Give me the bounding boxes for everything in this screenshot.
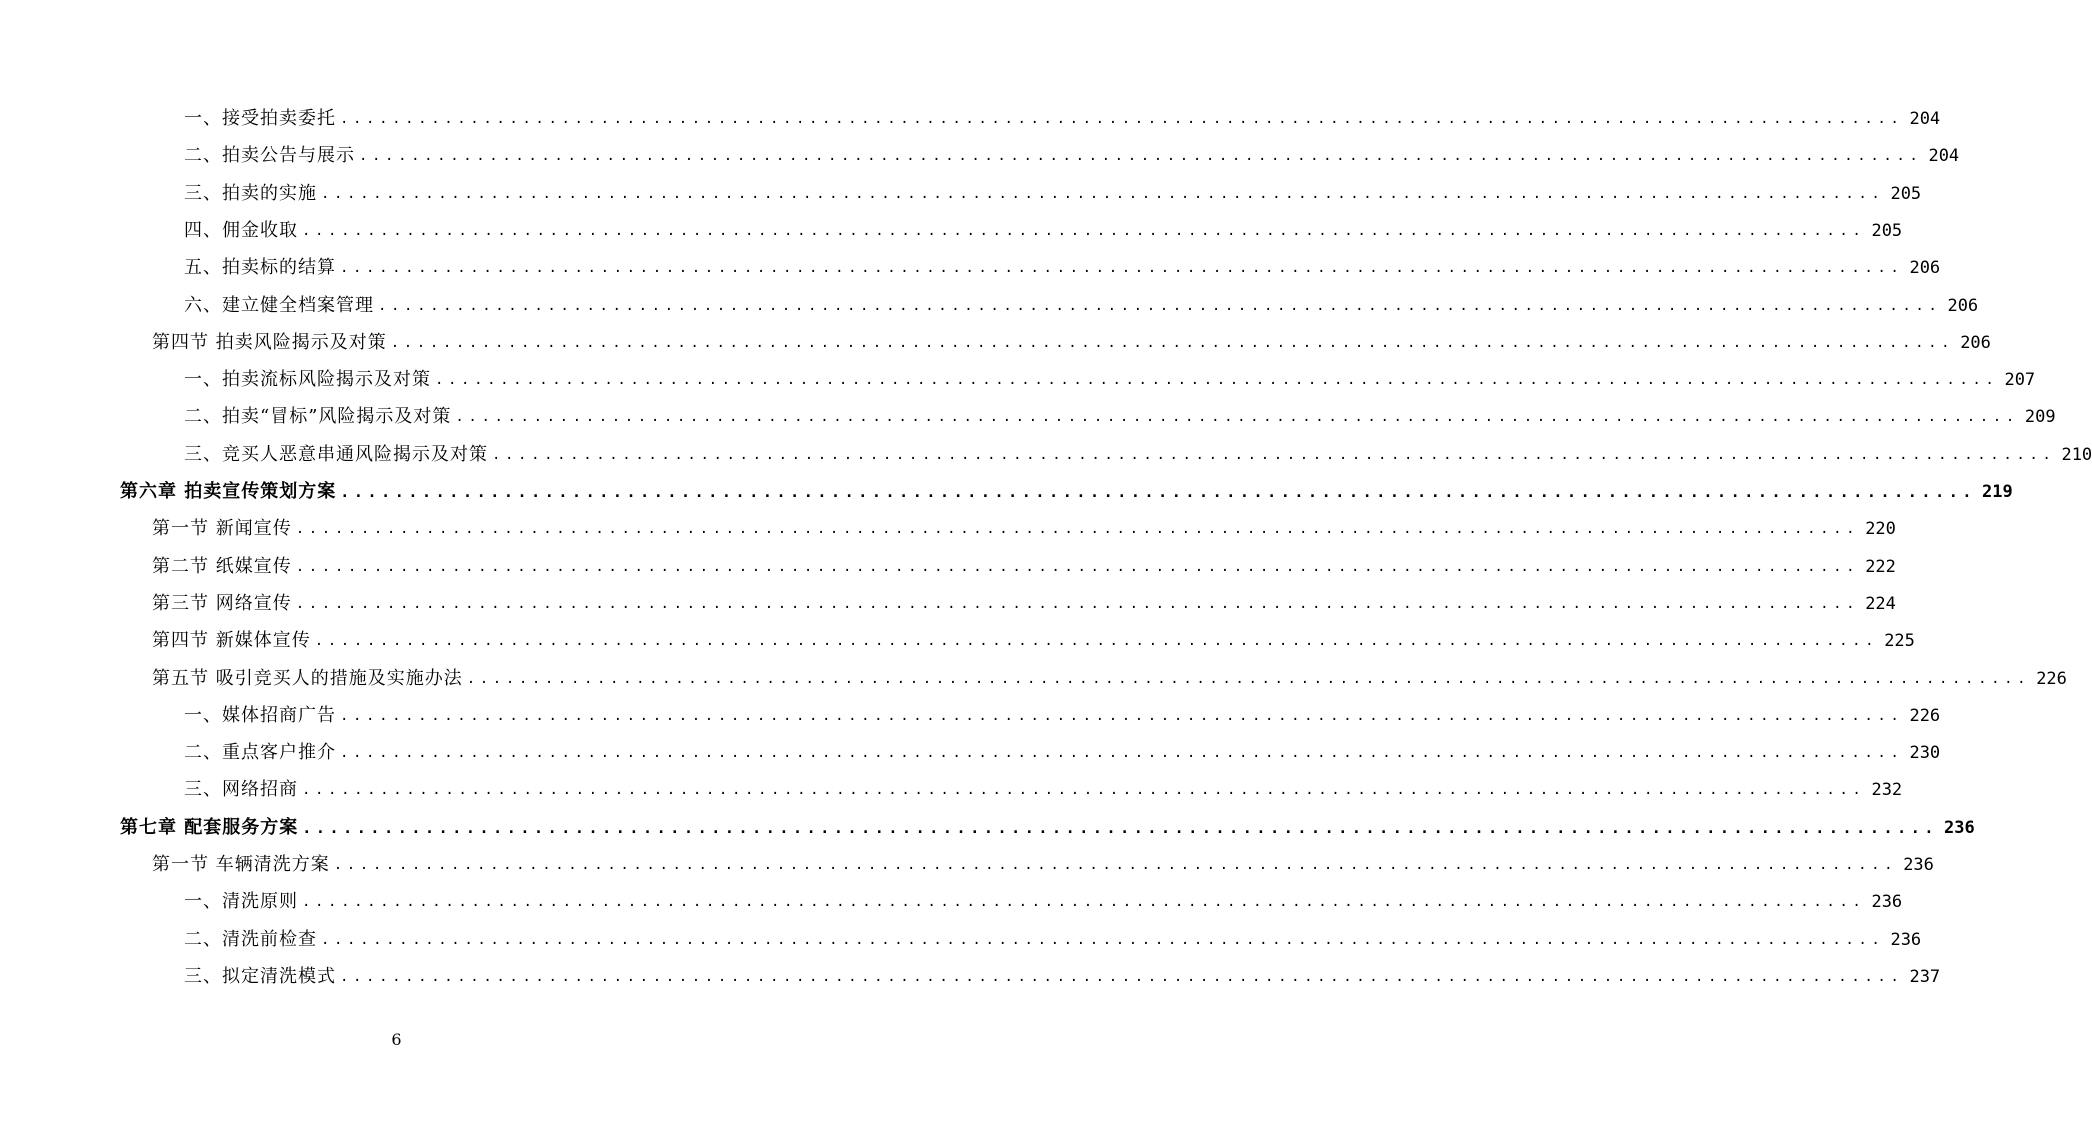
toc-entry-title: 第五节 吸引竞买人的措施及实施办法 <box>152 668 463 689</box>
toc-entry[interactable] <box>184 216 1903 246</box>
toc-entry-page: 236 <box>1890 930 1922 950</box>
page-number: 6 <box>391 1030 402 1049</box>
toc-dot-leader: ........................................................................................................................ <box>340 111 1904 127</box>
toc-entry-page: 236 <box>1943 818 1975 838</box>
toc-entry-page: 204 <box>1909 109 1941 129</box>
toc-entry[interactable] <box>152 626 1915 656</box>
toc-dot-leader: ........................................................................................................................ <box>340 969 1904 985</box>
toc-entry-page: 205 <box>1890 184 1922 204</box>
toc-entry-page: 224 <box>1865 594 1896 614</box>
toc-entry[interactable] <box>184 887 1903 917</box>
toc-entry[interactable] <box>120 813 1975 843</box>
toc-entry-title: 三、拟定清洗模式 <box>184 966 336 987</box>
toc-entry-title: 第三节 网络宣传 <box>152 593 292 614</box>
toc-entry-title: 一、清洗原则 <box>184 891 298 912</box>
toc-entry[interactable] <box>184 104 1941 134</box>
toc-dot-leader: ........................................................................................................................ <box>378 298 1942 314</box>
toc-entry-page: 237 <box>1909 967 1941 987</box>
toc-dot-leader: ........................................................................................................................ <box>295 559 1860 575</box>
toc-dot-leader: ........................................................................................................................ <box>340 708 1904 724</box>
toc-dot-leader: ........................................................................................................................ <box>302 819 1938 837</box>
toc-entry[interactable] <box>184 179 1922 209</box>
toc-entry-page: 205 <box>1871 221 1903 241</box>
toc-dot-leader: ........................................................................................................................ <box>333 857 1898 873</box>
toc-dot-leader: ........................................................................................................................ <box>321 932 1885 948</box>
toc-dot-leader: ........................................................................................................................ <box>455 409 2019 425</box>
toc-entry-title: 二、清洗前检查 <box>184 929 317 950</box>
toc-dot-leader: ........................................................................................................................ <box>302 894 1866 910</box>
toc-entry-title: 三、竞买人恶意串通风险揭示及对策 <box>184 444 488 465</box>
toc-entry-title: 二、重点客户推介 <box>184 742 336 763</box>
toc-entry-title: 第一节 新闻宣传 <box>152 518 292 539</box>
toc-entry-title: 四、佣金收取 <box>184 220 298 241</box>
toc-entry-title: 第六章 拍卖宣传策划方案 <box>120 481 337 502</box>
toc-dot-leader: ........................................................................................................................ <box>302 782 1866 798</box>
toc-entry-title: 二、拍卖公告与展示 <box>184 145 355 166</box>
toc-dot-leader: ........................................................................................................................ <box>321 186 1885 202</box>
toc-entry-page: 206 <box>1947 296 1979 316</box>
toc-entry-title: 第四节 拍卖风险揭示及对策 <box>152 332 387 353</box>
toc-dot-leader: ........................................................................................................................ <box>340 745 1904 761</box>
toc-entry[interactable] <box>184 925 1922 955</box>
toc-entry-page: 236 <box>1903 855 1934 875</box>
toc-entry-title: 一、接受拍卖委托 <box>184 108 336 129</box>
toc-entry[interactable] <box>184 701 1941 731</box>
toc-entry-title: 第四节 新媒体宣传 <box>152 630 311 651</box>
toc-entry-page: 236 <box>1871 892 1903 912</box>
toc-dot-leader: ........................................................................................................................ <box>435 372 1999 388</box>
toc-entry-page: 219 <box>1981 482 2013 502</box>
toc-entry-page: 222 <box>1865 557 1896 577</box>
toc-dot-leader: ........................................................................................................................ <box>302 223 1866 239</box>
toc-entry-page: 220 <box>1865 519 1896 539</box>
toc-dot-leader: ........................................................................................................................ <box>314 633 1879 649</box>
toc-entry-page: 206 <box>1960 333 1991 353</box>
toc-entry[interactable] <box>184 291 1979 321</box>
toc-entry-page: 204 <box>1928 146 1960 166</box>
toc-dot-leader: ........................................................................................................................ <box>390 335 1955 351</box>
toc-entry[interactable] <box>152 514 1896 544</box>
toc-entry-title: 五、拍卖标的结算 <box>184 257 336 278</box>
toc-entry[interactable] <box>152 850 1934 880</box>
toc-entry[interactable] <box>152 552 1896 582</box>
toc-entry-page: 225 <box>1884 631 1915 651</box>
toc-entry-title: 三、网络招商 <box>184 779 298 800</box>
toc-entry[interactable] <box>184 440 2092 470</box>
toc-entry[interactable] <box>152 589 1896 619</box>
toc-entry-page: 226 <box>1909 706 1941 726</box>
toc-dot-leader: ........................................................................................................................ <box>340 260 1904 276</box>
toc-entry[interactable] <box>184 402 2056 432</box>
toc-entry[interactable] <box>184 962 1941 992</box>
toc-entry-page: 209 <box>2024 407 2056 427</box>
toc-entry-title: 第二节 纸媒宣传 <box>152 556 292 577</box>
toc-entry-page: 206 <box>1909 258 1941 278</box>
toc-entry-title: 一、拍卖流标风险揭示及对策 <box>184 369 431 390</box>
toc-dot-leader: ........................................................................................................................ <box>340 483 1976 501</box>
toc-entry[interactable] <box>152 664 2067 694</box>
toc-entry-title: 第七章 配套服务方案 <box>120 817 299 838</box>
toc-entry-title: 三、拍卖的实施 <box>184 183 317 204</box>
toc-entry-page: 230 <box>1909 743 1941 763</box>
toc-entry-title: 一、媒体招商广告 <box>184 705 336 726</box>
toc-entry[interactable] <box>184 141 1960 171</box>
toc-entry[interactable] <box>184 738 1941 768</box>
toc-dot-leader: ........................................................................................................................ <box>295 521 1860 537</box>
toc-entry[interactable] <box>152 328 1991 358</box>
toc-entry[interactable] <box>184 253 1941 283</box>
toc-dot-leader: ........................................................................................................................ <box>466 671 2031 687</box>
toc-entry[interactable] <box>120 477 2013 507</box>
toc-dot-leader: ........................................................................................................................ <box>295 596 1860 612</box>
toc-entry-page: 232 <box>1871 780 1903 800</box>
toc-entry-title: 六、建立健全档案管理 <box>184 295 374 316</box>
toc-entry-page: 207 <box>2004 370 2036 390</box>
toc-entry[interactable] <box>184 775 1903 805</box>
toc-entry-page: 226 <box>2036 669 2067 689</box>
toc-entry-title: 第一节 车辆清洗方案 <box>152 854 330 875</box>
toc-entry[interactable] <box>184 365 2036 395</box>
toc-dot-leader: ........................................................................................................................ <box>359 148 1923 164</box>
toc-entry-page: 210 <box>2061 445 2092 465</box>
toc-dot-leader: ........................................................................................................................ <box>492 447 2056 463</box>
toc-entry-title: 二、拍卖“冒标”风险揭示及对策 <box>184 406 452 427</box>
